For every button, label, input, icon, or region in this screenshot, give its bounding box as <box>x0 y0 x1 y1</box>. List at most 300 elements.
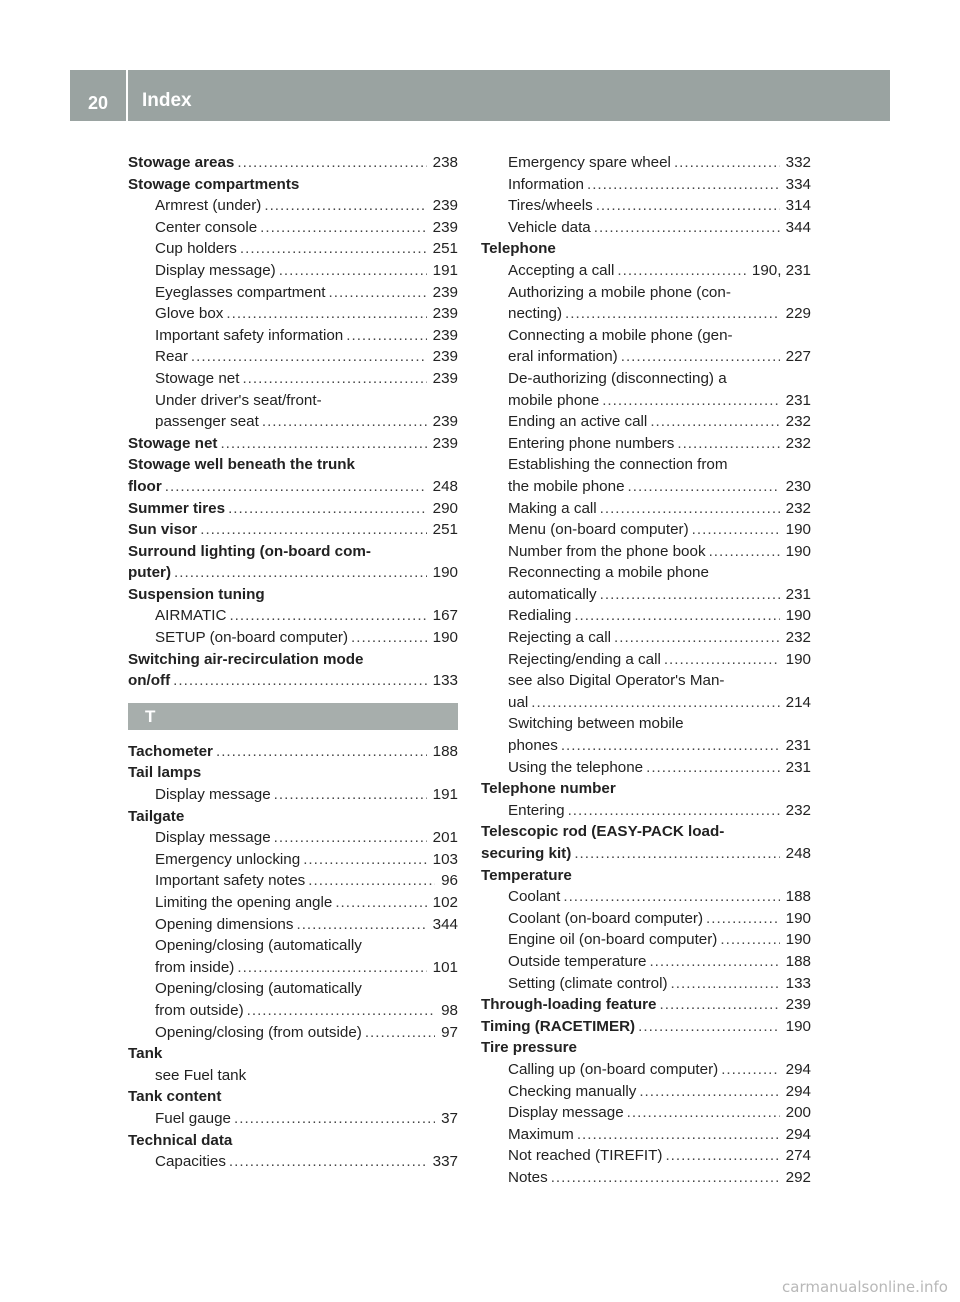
index-entry <box>128 174 458 196</box>
entry-text: Display message <box>155 786 271 804</box>
page-reference-link[interactable]: 239 <box>432 348 458 366</box>
entry-text: Stowage well beneath the trunk <box>128 456 356 474</box>
index-subentry <box>128 892 458 914</box>
entry-text: Entering phone numbers <box>508 434 675 452</box>
dot-leader <box>650 411 779 433</box>
entry-text: Establishing the connection from <box>508 456 728 474</box>
dot-leader <box>602 390 779 412</box>
header-divider <box>126 70 128 121</box>
index-subentry <box>481 411 811 433</box>
dot-leader <box>174 562 427 584</box>
entry-text: Center console <box>155 218 258 236</box>
index-entry <box>128 476 458 498</box>
entry-text: Opening/closing (from outside) <box>155 1023 362 1041</box>
entry-text: Cup holders <box>155 240 237 258</box>
page-reference-link[interactable]: 290 <box>432 499 458 517</box>
index-entry <box>481 994 811 1016</box>
dot-leader <box>234 1108 435 1130</box>
entry-text: Tank <box>128 1045 163 1063</box>
dot-leader <box>577 1124 780 1146</box>
page-reference-link[interactable]: 274 <box>785 1147 811 1165</box>
dot-leader <box>627 1102 780 1124</box>
index-subentry <box>128 1022 458 1044</box>
dot-leader <box>191 346 427 368</box>
dot-leader <box>621 346 780 368</box>
dot-leader <box>614 627 780 649</box>
page-reference-link[interactable]: 344 <box>432 915 458 933</box>
dot-leader <box>264 195 426 217</box>
entry-text: Number from the phone book <box>508 542 706 560</box>
entry-text: De-authorizing (disconnecting) a <box>508 369 727 387</box>
index-subentry <box>481 1124 811 1146</box>
index-subentry <box>128 411 458 433</box>
page-number: 20 <box>87 93 109 113</box>
index-subentry <box>128 1108 458 1130</box>
index-entry <box>128 741 458 763</box>
page-reference-link[interactable]: 231 <box>785 585 811 603</box>
page-reference-link[interactable]: 190 <box>432 564 458 582</box>
page-reference-link[interactable]: 190 <box>785 521 811 539</box>
entry-text: from inside) <box>155 958 235 976</box>
entry-text: Outside temperature <box>508 952 647 970</box>
dot-leader <box>237 152 426 174</box>
page-reference-link[interactable]: 251 <box>432 240 458 258</box>
dot-leader <box>674 152 780 174</box>
index-subentry <box>128 1000 458 1022</box>
index-subentry <box>481 1081 811 1103</box>
dot-leader <box>262 411 427 433</box>
page-reference-link[interactable]: 98 <box>441 1001 458 1019</box>
index-subentry <box>128 1065 458 1087</box>
index-subentry <box>128 282 458 304</box>
page-reference-link[interactable]: 232 <box>785 801 811 819</box>
dot-leader <box>594 217 780 239</box>
dot-leader <box>296 914 426 936</box>
page-reference-link[interactable]: 190 <box>785 607 811 625</box>
page-reference-link[interactable]: 239 <box>432 305 458 323</box>
page-reference-link[interactable]: 37 <box>441 1109 458 1127</box>
index-subentry <box>481 886 811 908</box>
page-reference-link[interactable]: 232 <box>785 413 811 431</box>
index-subentry <box>128 195 458 217</box>
index-subentry <box>128 957 458 979</box>
index-subentry <box>481 174 811 196</box>
entry-text: Switching air-recirculation mode <box>128 650 364 668</box>
entry-text: Reconnecting a mobile phone <box>508 564 709 582</box>
entry-text: Emergency spare wheel <box>508 154 671 171</box>
entry-text: Display message <box>155 829 271 847</box>
entry-text: Maximum <box>508 1125 574 1143</box>
index-subentry <box>128 827 458 849</box>
index-entry <box>128 649 458 671</box>
dot-leader <box>242 368 426 390</box>
index-subentry <box>481 627 811 649</box>
index-subentry <box>481 346 811 368</box>
page-reference-link[interactable]: 188 <box>785 888 811 906</box>
entry-text: Making a call <box>508 499 597 517</box>
index-entry <box>128 1130 458 1152</box>
page-reference-link[interactable]: 191 <box>432 786 458 804</box>
page-reference-link[interactable]: 102 <box>432 894 458 911</box>
dot-leader <box>335 892 426 914</box>
index-subentry <box>481 541 811 563</box>
entry-text: Coolant <box>508 888 561 906</box>
dot-leader <box>165 476 427 498</box>
index-entry <box>128 541 458 563</box>
index-entry <box>128 1043 458 1065</box>
index-subentry <box>481 908 811 930</box>
entry-text: Tachometer <box>128 742 213 760</box>
index-subentry <box>481 929 811 951</box>
entry-text: Engine oil (on-board computer) <box>508 931 718 949</box>
index-subentry <box>481 605 811 627</box>
index-entry <box>128 433 458 455</box>
page-reference-link[interactable]: 232 <box>785 499 811 517</box>
dot-leader <box>351 627 427 649</box>
index-subentry <box>481 195 811 217</box>
index-entry <box>128 454 458 476</box>
entry-text: Accepting a call <box>508 261 615 279</box>
page-reference-link[interactable]: 239 <box>432 413 458 431</box>
entry-text: AIRMATIC <box>155 607 227 625</box>
index-entry <box>481 1016 811 1038</box>
index-subentry <box>128 260 458 282</box>
page-reference-link[interactable]: 133 <box>785 974 811 992</box>
dot-leader <box>274 827 427 849</box>
entry-text: Tires/wheels <box>508 197 593 215</box>
page-reference-link[interactable]: 239 <box>432 434 458 452</box>
index-subentry <box>481 454 811 476</box>
index-entry <box>481 821 811 843</box>
index-subentry <box>481 325 811 347</box>
entry-text: Summer tires <box>128 499 226 517</box>
index-subentry <box>128 627 458 649</box>
index-subentry <box>128 1151 458 1173</box>
section-heading: T <box>128 703 458 730</box>
index-subentry <box>481 800 811 822</box>
index-subentry <box>481 260 811 282</box>
entry-text: Not reached (TIREFIT) <box>508 1147 663 1165</box>
page-reference-link[interactable]: 200 <box>785 1104 811 1122</box>
page-reference-link[interactable]: 227 <box>785 348 811 366</box>
entry-text: Technical data <box>128 1131 233 1149</box>
index-subentry <box>128 784 458 806</box>
entry-text: Telephone number <box>481 780 616 798</box>
index-subentry <box>481 498 811 520</box>
entry-text: Using the telephone <box>508 758 644 776</box>
dot-leader <box>561 735 780 757</box>
entry-text: Telephone <box>481 240 556 258</box>
entry-text: Setting (climate control) <box>508 974 668 992</box>
index-entry <box>481 1037 811 1059</box>
index-subentry <box>481 1167 811 1189</box>
index-subentry <box>481 735 811 757</box>
index-column-right <box>481 152 811 1189</box>
entry-text: Opening/closing (automatically <box>155 980 362 998</box>
page-header <box>70 70 890 121</box>
index-entry <box>128 498 458 520</box>
entry-text: see Fuel tank <box>155 1066 247 1084</box>
entry-text: Display message <box>508 1104 624 1122</box>
entry-text: SETUP (on-board computer) <box>155 629 349 647</box>
dot-leader <box>600 498 780 520</box>
page-reference-link[interactable]: 239 <box>785 996 811 1014</box>
entry-text: on/off <box>128 672 171 690</box>
index-subentry <box>481 1145 811 1167</box>
entry-text: Connecting a mobile phone (gen- <box>508 326 733 344</box>
page-reference-link[interactable]: 332 <box>785 154 811 171</box>
page-reference-link[interactable]: 190 <box>432 629 458 647</box>
page-reference-link[interactable]: 344 <box>785 218 811 236</box>
index-subentry <box>481 390 811 412</box>
index-column-left <box>128 152 458 1173</box>
dot-leader <box>706 908 780 930</box>
entry-text: Important safety information <box>155 326 344 344</box>
index-subentry <box>128 390 458 412</box>
entry-text: ual <box>508 693 529 711</box>
entry-text: puter) <box>128 564 172 582</box>
dot-leader <box>247 1000 435 1022</box>
entry-text: Information <box>508 175 584 193</box>
dot-leader <box>237 957 426 979</box>
entry-text: eral information) <box>508 348 618 366</box>
page-reference-link[interactable]: 294 <box>785 1082 811 1100</box>
dot-leader <box>649 951 779 973</box>
entry-text: Stowage areas <box>128 154 235 171</box>
entry-text: Checking manually <box>508 1082 637 1100</box>
dot-leader <box>565 303 780 325</box>
index-entry <box>128 806 458 828</box>
dot-leader <box>229 1151 427 1173</box>
page-reference-link[interactable]: 231 <box>785 391 811 409</box>
page-reference-link[interactable]: 238 <box>432 154 458 171</box>
index-subentry <box>128 238 458 260</box>
page-reference-link[interactable]: 190, 231 <box>751 261 811 279</box>
index-subentry <box>128 935 458 957</box>
page-reference-link[interactable]: 232 <box>785 434 811 452</box>
entry-text: Temperature <box>481 866 572 884</box>
index-subentry <box>481 217 811 239</box>
dot-leader <box>692 519 780 541</box>
entry-text: Stowage net <box>128 434 218 452</box>
page-reference-link[interactable]: 231 <box>785 758 811 776</box>
page-reference-link[interactable]: 190 <box>785 909 811 927</box>
page-reference-link[interactable]: 188 <box>785 952 811 970</box>
page-reference-link[interactable]: 314 <box>785 197 811 215</box>
index-subentry <box>481 1059 811 1081</box>
dot-leader <box>329 282 427 304</box>
page-reference-link[interactable]: 337 <box>432 1153 458 1171</box>
entry-text: necting) <box>508 305 563 323</box>
entry-text: phones <box>508 737 558 755</box>
entry-text: Telescopic rod (EASY-PACK load- <box>481 823 725 841</box>
index-subentry <box>128 346 458 368</box>
page-reference-link[interactable]: 294 <box>785 1125 811 1143</box>
page-reference-link[interactable]: 167 <box>432 607 458 625</box>
index-subentry <box>128 325 458 347</box>
page-reference-link[interactable]: 190 <box>785 542 811 560</box>
index-subentry <box>128 303 458 325</box>
page-reference-link[interactable]: 230 <box>785 477 811 495</box>
dot-leader <box>638 1016 780 1038</box>
dot-leader <box>346 325 426 347</box>
page-reference-link[interactable]: 231 <box>785 737 811 755</box>
index-subentry <box>481 368 811 390</box>
entry-text: Limiting the opening angle <box>155 894 333 911</box>
page-reference-link[interactable]: 191 <box>432 261 458 279</box>
index-subentry <box>481 519 811 541</box>
index-subentry <box>481 951 811 973</box>
dot-leader <box>240 238 427 260</box>
index-subentry <box>481 757 811 779</box>
dot-leader <box>308 870 435 892</box>
dot-leader <box>228 498 427 520</box>
page-reference-link[interactable]: 133 <box>432 672 458 690</box>
entry-text: passenger seat <box>155 413 259 431</box>
dot-leader <box>229 605 426 627</box>
entry-text: Menu (on-board computer) <box>508 521 689 539</box>
index-subentry <box>481 670 811 692</box>
page-reference-link[interactable]: 103 <box>432 850 458 868</box>
dot-leader <box>628 476 780 498</box>
dot-leader <box>200 519 426 541</box>
index-entry <box>128 584 458 606</box>
page-reference-link[interactable]: 251 <box>432 521 458 539</box>
entry-text: Suspension tuning <box>128 585 265 603</box>
page-reference-link[interactable]: 190 <box>785 931 811 949</box>
index-subentry <box>481 282 811 304</box>
dot-leader <box>720 929 779 951</box>
index-entry <box>128 670 458 692</box>
dot-leader <box>303 849 426 871</box>
dot-leader <box>274 784 427 806</box>
index-subentry <box>128 870 458 892</box>
page-title: Index <box>142 90 192 111</box>
page-reference-link[interactable]: 239 <box>432 218 458 236</box>
entry-text: see also Digital Operator's Man- <box>508 672 725 690</box>
page-reference-link[interactable]: 97 <box>441 1023 458 1041</box>
index-subentry <box>481 1102 811 1124</box>
dot-leader <box>365 1022 435 1044</box>
entry-text: from outside) <box>155 1001 244 1019</box>
entry-text: Vehicle data <box>508 218 591 236</box>
page-reference-link[interactable]: 239 <box>432 369 458 387</box>
index-entry <box>481 843 811 865</box>
dot-leader <box>709 541 780 563</box>
watermark: carmanualsonline.info <box>782 1278 948 1296</box>
dot-leader <box>596 195 780 217</box>
index-subentry <box>128 605 458 627</box>
entry-text: Armrest (under) <box>155 197 262 215</box>
entry-text: Eyeglasses compartment <box>155 283 326 301</box>
index-subentry <box>481 649 811 671</box>
entry-text: Calling up (on-board computer) <box>508 1060 719 1078</box>
entry-text: Rejecting/ending a call <box>508 650 661 668</box>
entry-text: Coolant (on-board computer) <box>508 909 704 927</box>
dot-leader <box>664 649 780 671</box>
page-reference-link[interactable]: 239 <box>432 326 458 344</box>
page-reference-link[interactable]: 232 <box>785 629 811 647</box>
page-reference-link[interactable]: 190 <box>785 1017 811 1035</box>
index-subentry <box>481 303 811 325</box>
page-reference-link[interactable]: 239 <box>432 283 458 301</box>
index-subentry <box>128 368 458 390</box>
index-subentry <box>481 433 811 455</box>
page-reference-link[interactable]: 101 <box>432 958 458 976</box>
index-entry <box>481 865 811 887</box>
entry-text: Stowage net <box>155 369 240 387</box>
page-reference-link[interactable]: 96 <box>441 872 458 890</box>
index-subentry <box>128 978 458 1000</box>
entry-text: Tank content <box>128 1088 222 1106</box>
page-reference-link[interactable]: 248 <box>432 477 458 495</box>
dot-leader <box>665 1145 779 1167</box>
dot-leader <box>551 1167 780 1189</box>
entry-text: automatically <box>508 585 597 603</box>
dot-leader <box>646 757 780 779</box>
index-subentry <box>481 692 811 714</box>
entry-text: mobile phone <box>508 391 600 409</box>
index-entry <box>128 519 458 541</box>
entry-text: Rear <box>155 348 188 366</box>
dot-leader <box>721 1059 779 1081</box>
page-reference-link[interactable]: 201 <box>432 829 458 847</box>
page-reference-link[interactable]: 334 <box>785 175 811 193</box>
page-reference-link[interactable]: 239 <box>432 197 458 215</box>
entry-text: Through-loading feature <box>481 996 657 1014</box>
dot-leader <box>216 741 427 763</box>
dot-leader <box>173 670 426 692</box>
entry-text: securing kit) <box>481 845 572 862</box>
index-subentry <box>481 713 811 735</box>
entry-text: Under driver's seat/front- <box>155 391 322 409</box>
dot-leader <box>660 994 780 1016</box>
dot-leader <box>677 433 779 455</box>
page-reference-link[interactable]: 292 <box>785 1168 811 1186</box>
index-subentry <box>481 562 811 584</box>
dot-leader <box>568 800 780 822</box>
entry-text: Display message) <box>155 261 276 279</box>
entry-text: Surround lighting (on-board com- <box>128 542 371 560</box>
page-reference-link[interactable]: 248 <box>785 845 811 862</box>
dot-leader <box>260 217 427 239</box>
entry-text: Opening dimensions <box>155 915 294 933</box>
entry-text: Fuel gauge <box>155 1109 231 1127</box>
entry-text: Glove box <box>155 305 224 323</box>
page-reference-link[interactable]: 188 <box>432 742 458 760</box>
entry-text: Sun visor <box>128 521 198 539</box>
page-reference-link[interactable]: 229 <box>785 305 811 323</box>
entry-text: Notes <box>508 1168 548 1186</box>
page-reference-link[interactable]: 214 <box>785 693 811 711</box>
index-entry <box>128 1086 458 1108</box>
dot-leader <box>600 584 780 606</box>
entry-text: Opening/closing (automatically <box>155 937 362 955</box>
index-entry <box>128 762 458 784</box>
entry-text: Emergency unlocking <box>155 850 301 868</box>
entry-text: Authorizing a mobile phone (con- <box>508 283 731 301</box>
dot-leader <box>574 605 779 627</box>
entry-text: Capacities <box>155 1153 226 1171</box>
entry-text: Important safety notes <box>155 872 306 890</box>
page-reference-link[interactable]: 190 <box>785 650 811 668</box>
dot-leader <box>639 1081 779 1103</box>
dot-leader <box>226 303 426 325</box>
page-reference-link[interactable]: 294 <box>785 1060 811 1078</box>
entry-text: Rejecting a call <box>508 629 611 647</box>
dot-leader <box>563 886 779 908</box>
entry-text: Switching between mobile <box>508 715 684 733</box>
